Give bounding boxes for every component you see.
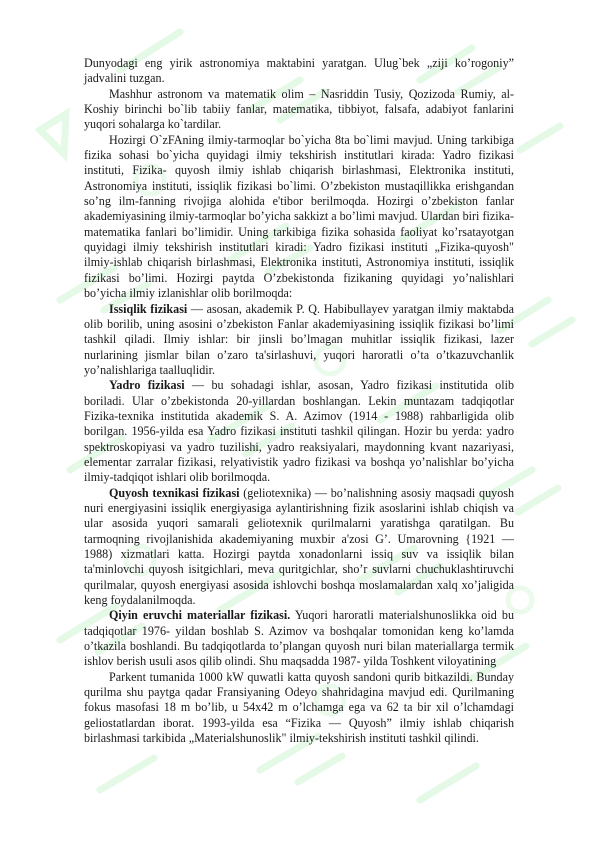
paragraph-text: Yuqori haroratli materialshunoslikka oid bu tadqiqotlar 1976- yildan boshlab S. Azimov va boshqalar tomonidan keng ko’lamda o’tkazila boshlandi. Bu tadqiqotlarda to’plangan quyosh nuri bilan materiallarga termik ishlov berish usuli asos qilib olindi. Shu maqsadda 1987- yilda Toshkent viloyatining <box>84 608 514 669</box>
document-page <box>84 56 514 746</box>
paragraph <box>84 486 514 609</box>
paragraph-text: Mashhur astronom va matematik olim – Nasriddin Tusiy, Qozizoda Rumiy, al-Koshiy birinchi bo`lib tabiiy fanlar, matematika, tibbiyot, falsafa, adabiyot fanlarini yuqori sohalarga ko`tardilar. <box>84 86 514 132</box>
paragraph <box>84 87 514 133</box>
paragraph <box>84 302 514 379</box>
bold-heading-text: Qiyin eruvchi materiallar fizikasi. <box>109 608 291 623</box>
bold-heading-text: Yadro fizikasi <box>109 378 185 393</box>
paragraph-text: Dunyodagi eng yirik astronomiya maktabini yaratgan. Ulug`bek „ziji ko’rogoniy” jadvalini tuzgan. <box>84 56 514 86</box>
paragraph-text: — bu sohadagi ishlar, asosan, Yadro fizikasi institutida olib boriladi. Ular o’zbekistonda 20-yillardan boshlangan. Lekin muntazam tadqiqotlar Fizika-texnika institutida akademik S. A. Azimov (1914 - 1988) rahbarligida olib borilgan. 1956-yilda esa Yadro fizikasi instituti tashkil qilingan. Hozir bu yerda: yadro spektroskopiyasi va yadro tuzilishi, yadro reaksiyalari, maydonning kvant nazariyasi, elementar zarralar fizikasi, relyativistik yadro fizikasi va boshqa yo’nalishlar bo’yicha ilmiy-tadqiqot ishlari olib borilmoqda. <box>84 378 514 485</box>
bold-heading-text: Quyosh texnikasi fizikasi <box>109 485 240 500</box>
paragraph-text: Hozirgi O`zFAning ilmiy-tarmoqlar bo`yicha 8ta bo`limi mavjud. Uning tarkibiga fizika sohasi bo`yicha quyidagi ilmiy tekshirish institutlari kirada: Yadro fizikasi instituti, Fizika- quyosh ilmiy ishlab chiqarish birlashmasi, Elektronika instituti, Astronomiya instituti, issiqlik fizikasi bo`limi. O’zbekiston mustaqillikka erishgandan so’ng ilm-fanning rivojiga alohida e'tibor berilmoqda. Hozirgi o’zbekiston fanlar akademiyasining ilmiy-tarmoqlar bo’yicha sakkizt a bo’limi mavjud. Ulardan biri fizika-matematika fanlari bo’limidir. Uning tarkibiga fizika sohasida faoliyat ko’rsatayotgan quyidagi ilmiy tekshirish institutlari kiradi: Yadro fizikasi instituti „Fizika-quyosh" ilmiy-ishlab chiqarish birlashmasi, Elektronika instituti, Astronomiya instituti, issiqlik fizikasi bo’limi. Hozirgi paytda O’zbekistonda fizikaning quyidagi yo’nalishlari bo’yicha ilmiy izlanishlar olib borilmoqda: <box>84 132 514 301</box>
paragraph <box>84 670 514 747</box>
paragraph-text: (geliotexnika) — bo’nalishning asosiy maqsadi quyosh nuri energiyasini issiqlik energiyasiga aylantirishning fizik asoslarini ishlab chiqish va ular asosida yuqori samarali geliotexnik qurilmalarni yaratishga qaratilgan. Bu tarmoqning rivojlanishida akademiyaning muxbir a'zosi G’. Umarovning {1921 — 1988) xizmatlari katta. Hozirgi paytda xonadonlarni issiq suv va issiqlik bilan ta'minlovchi quyosh isitgichlari, meva quritgichlar, sho’r suvlarni chuchuklashtiruvchi qurilmalar, quyosh energiyasi asosida ishlovchi boshqa moslamalardan xalq xo’jaligida keng foydalanilmoqda. <box>84 485 514 608</box>
paragraph <box>84 56 514 87</box>
paragraph-text: Parkent tumanida 1000 kW quwatli katta quyosh sandoni qurib bitkazildi. Bunday qurilma shu paytga qadar Fransiyaning Odeyo shahridagina mavjud edi. Qurilmaning fokus masofasi 18 m bo’lib, u 54x42 m o’lchamga ega va 62 ta bir xil o’lchamdagi geliostatlardan iborat. 1993-yilda esa “Fizika — Quyosh” ilmiy ishlab chiqarish birlashmasi tarkibida „Materialshunoslik" ilmiy-tekshirish instituti tashkil qilindi. <box>84 669 514 746</box>
paragraph-text: — asosan, akademik P. Q. Habibullayev yaratgan ilmiy maktabda olib borilib, uning asosini o’zbekiston Fanlar akademiyasining issiqlik fizikasi bo’limi tashkil qiladi. Ilmiy ishlar: bir jinsli bo’lmagan muhitlar issiqlik fizikasi, lazer nurlarining jismlar bilan o’zaro ta'sirlashuvi, yuqori haroratli o’ta o’tkazuvchanlik yo’nalishlariga taalluqlidir. <box>84 301 514 377</box>
paragraph <box>84 378 514 485</box>
bold-heading-text: Issiqlik fizikasi <box>109 301 188 316</box>
paragraph <box>84 608 514 669</box>
paragraph <box>84 133 514 302</box>
